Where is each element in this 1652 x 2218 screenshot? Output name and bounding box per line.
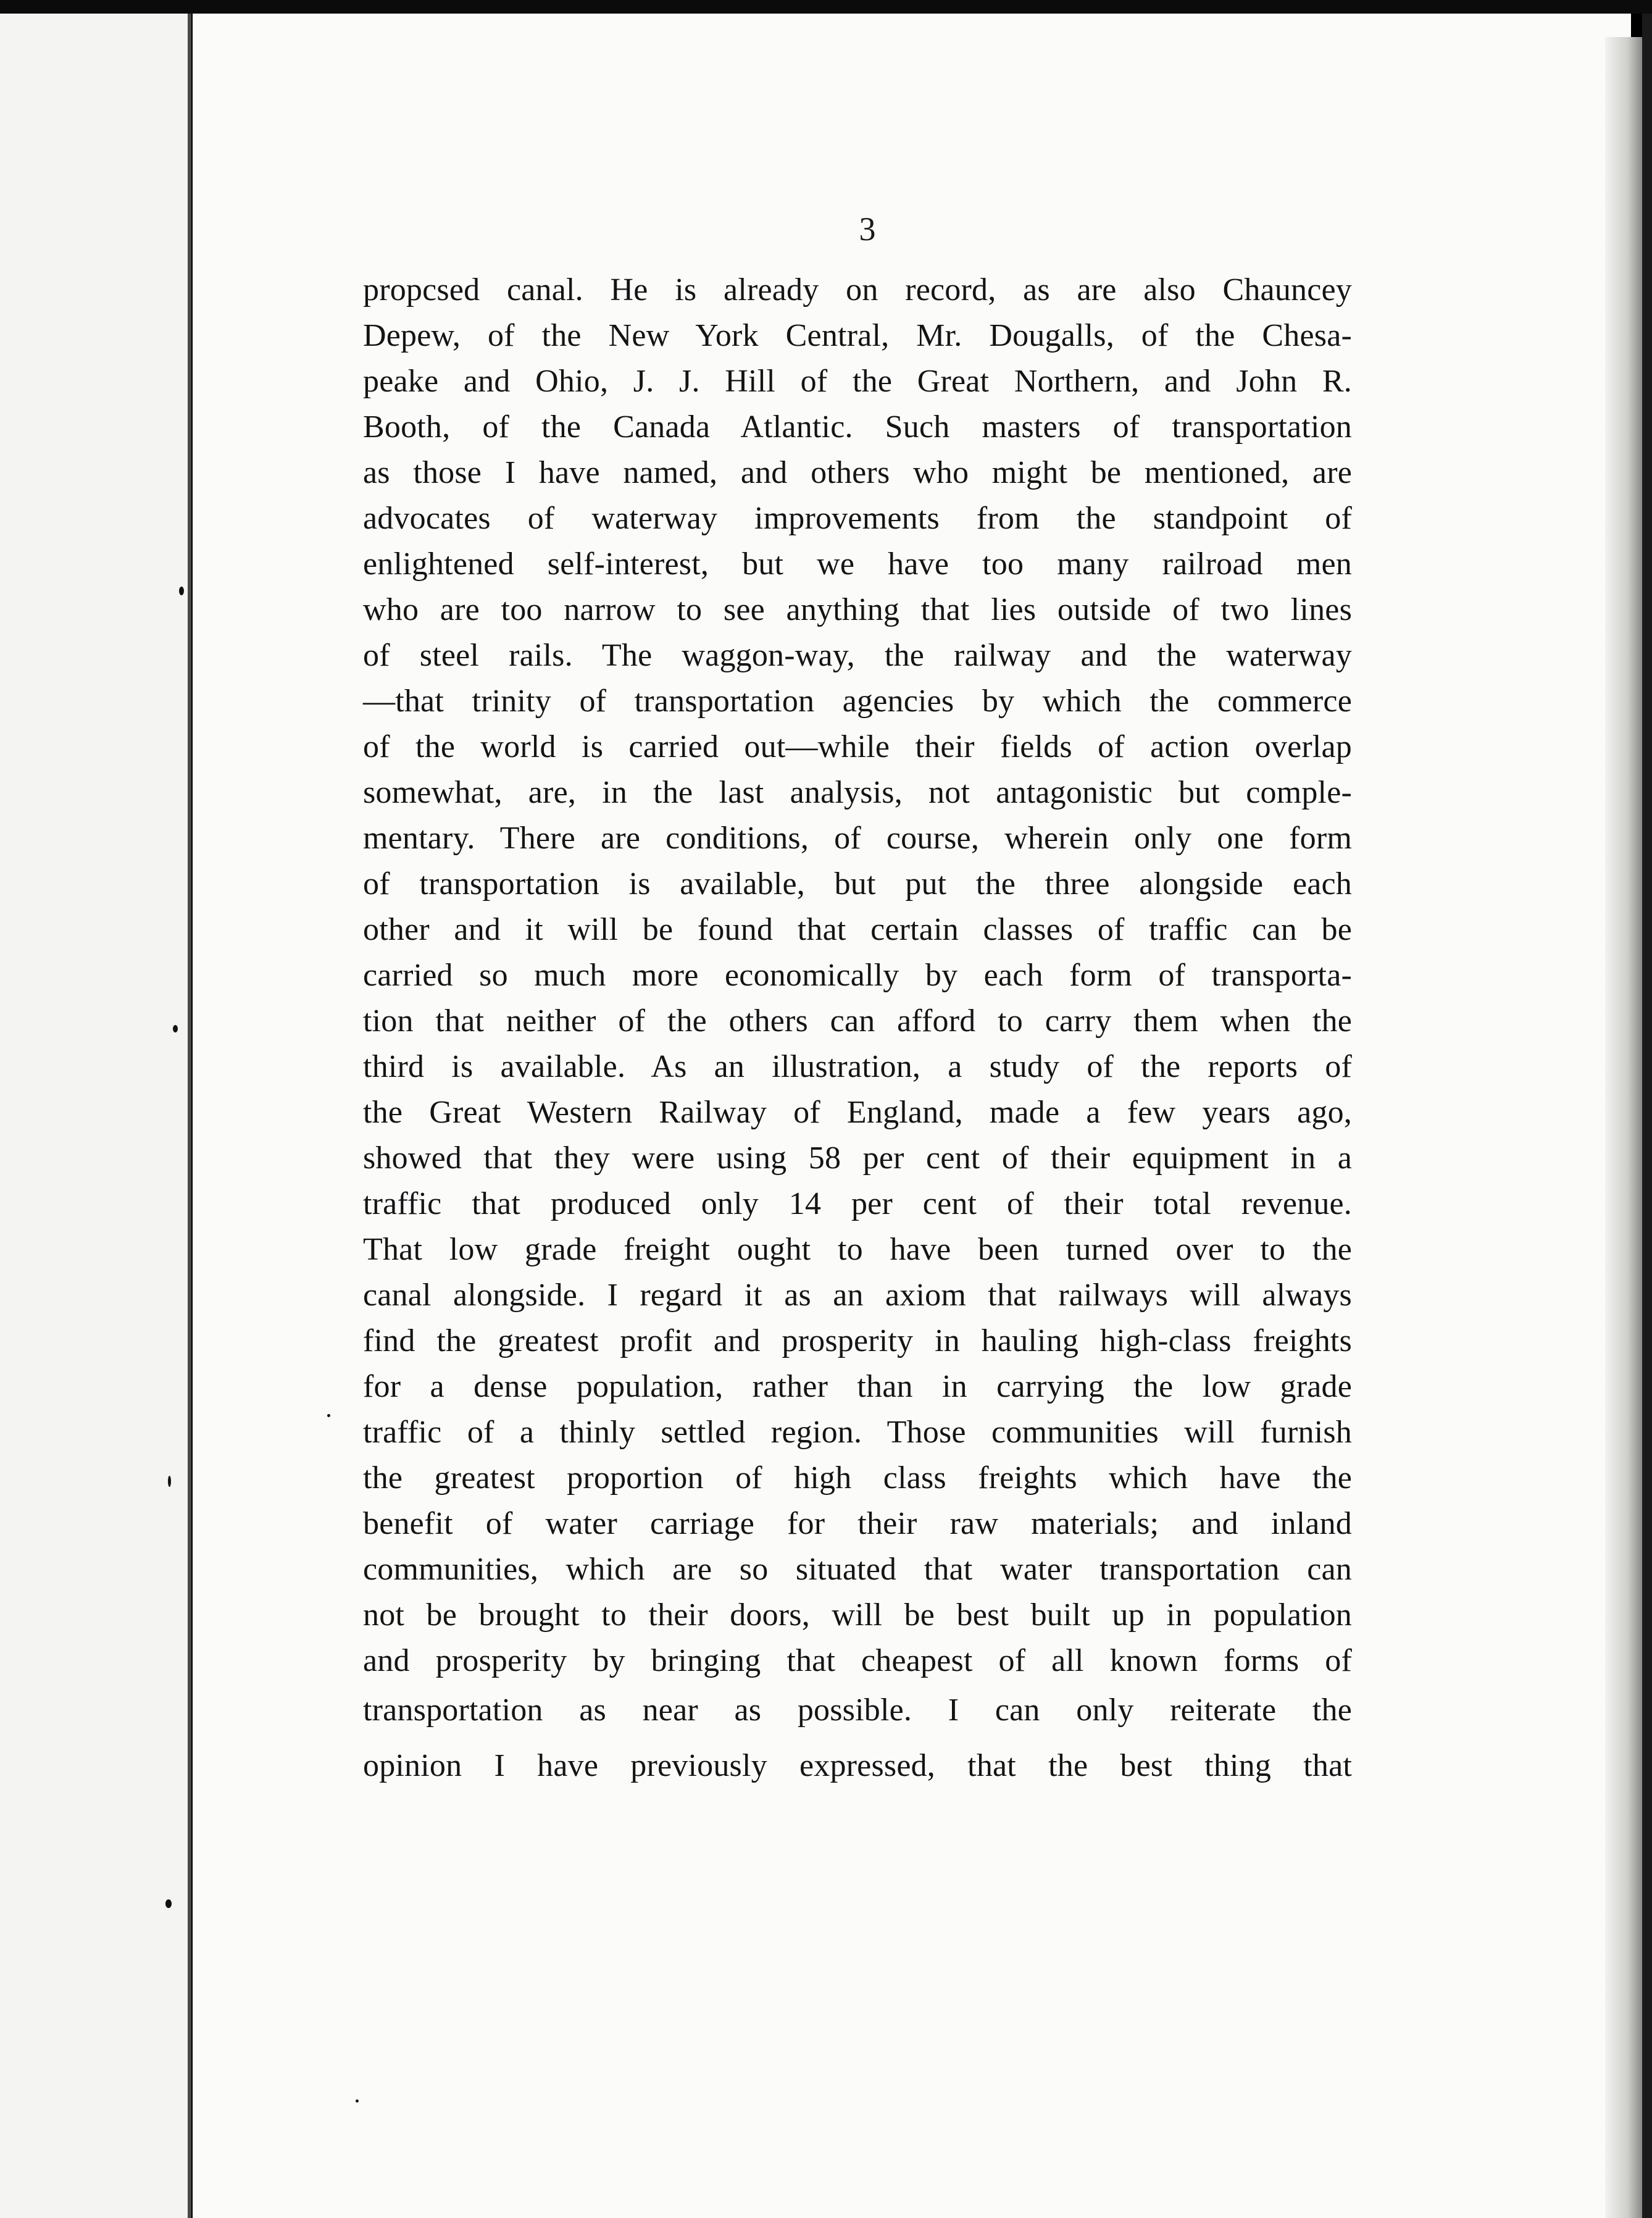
page-number: 3 xyxy=(859,211,876,248)
text-line: traffic of a thinly settled region. Those communities will furnish xyxy=(363,1415,1352,1450)
text-line: Depew, of the New York Central, Mr. Dougalls, of the Chesa- xyxy=(363,318,1352,353)
text-line: communities, which are so situated that water transportation can xyxy=(363,1552,1352,1587)
text-line: —that trinity of transportation agencies by which the commerce xyxy=(363,684,1352,719)
text-line: and prosperity by bringing that cheapest of all known forms of xyxy=(363,1643,1352,1678)
text-line: other and it will be found that certain classes of traffic can be xyxy=(363,912,1352,947)
text-line: peake and Ohio, J. J. Hill of the Great Northern, and John R. xyxy=(363,364,1352,399)
text-line: That low grade freight ought to have been turned over to the xyxy=(363,1232,1352,1267)
binding-edge-line xyxy=(188,14,191,2218)
text-line: the greatest proportion of high class freights which have the xyxy=(363,1460,1352,1496)
margin-speck xyxy=(356,2099,359,2103)
text-line: enlightened self-interest, but we have too many railroad men xyxy=(363,546,1352,582)
text-line: who are too narrow to see anything that lies outside of two lines xyxy=(363,592,1352,627)
text-line: find the greatest profit and prosperity in hauling high-class freights xyxy=(363,1323,1352,1358)
text-line: transportation as near as possible. I can only reiterate the xyxy=(363,1693,1352,1728)
text-line: showed that they were using 58 per cent of their equipment in a xyxy=(363,1140,1352,1176)
text-line: carried so much more economically by each form of transporta- xyxy=(363,958,1352,993)
text-line: Booth, of the Canada Atlantic. Such masters of transportation xyxy=(363,409,1352,445)
margin-speck xyxy=(179,587,184,595)
text-line: somewhat, are, in the last analysis, not antagonistic but comple- xyxy=(363,775,1352,810)
left-page-margin xyxy=(0,14,191,2218)
text-line: canal alongside. I regard it as an axiom that railways will always xyxy=(363,1278,1352,1313)
page-curl-shadow xyxy=(1605,37,1642,2218)
text-line: traffic that produced only 14 per cent of their total revenue. xyxy=(363,1186,1352,1221)
text-line: third is available. As an illustration, a study of the reports of xyxy=(363,1049,1352,1084)
margin-speck xyxy=(173,1025,178,1032)
text-line: not be brought to their doors, will be best built up in population xyxy=(363,1597,1352,1633)
text-line: tion that neither of the others can afford to carry them when the xyxy=(363,1003,1352,1039)
text-line: mentary. There are conditions, of course, wherein only one form xyxy=(363,821,1352,856)
margin-speck xyxy=(165,1899,172,1908)
text-line: the Great Western Railway of England, made a few years ago, xyxy=(363,1095,1352,1130)
margin-speck xyxy=(327,1414,330,1417)
text-line: as those I have named, and others who might be mentioned, are xyxy=(363,455,1352,490)
text-line: of the world is carried out—while their fields of action overlap xyxy=(363,729,1352,764)
scan-top-border xyxy=(0,0,1652,14)
text-line: propcsed canal. He is already on record, as are also Chauncey xyxy=(363,272,1352,308)
text-line: for a dense population, rather than in carrying the low grade xyxy=(363,1369,1352,1404)
text-line: opinion I have previously expressed, that the best thing that xyxy=(363,1748,1352,1783)
margin-speck xyxy=(168,1476,171,1487)
text-line: benefit of water carriage for their raw materials; and inland xyxy=(363,1506,1352,1541)
text-line: of transportation is available, but put the three alongside each xyxy=(363,866,1352,902)
text-line: advocates of waterway improvements from the standpoint of xyxy=(363,501,1352,536)
scan-right-border xyxy=(1642,14,1652,2218)
text-line: of steel rails. The waggon-way, the railway and the waterway xyxy=(363,638,1352,673)
